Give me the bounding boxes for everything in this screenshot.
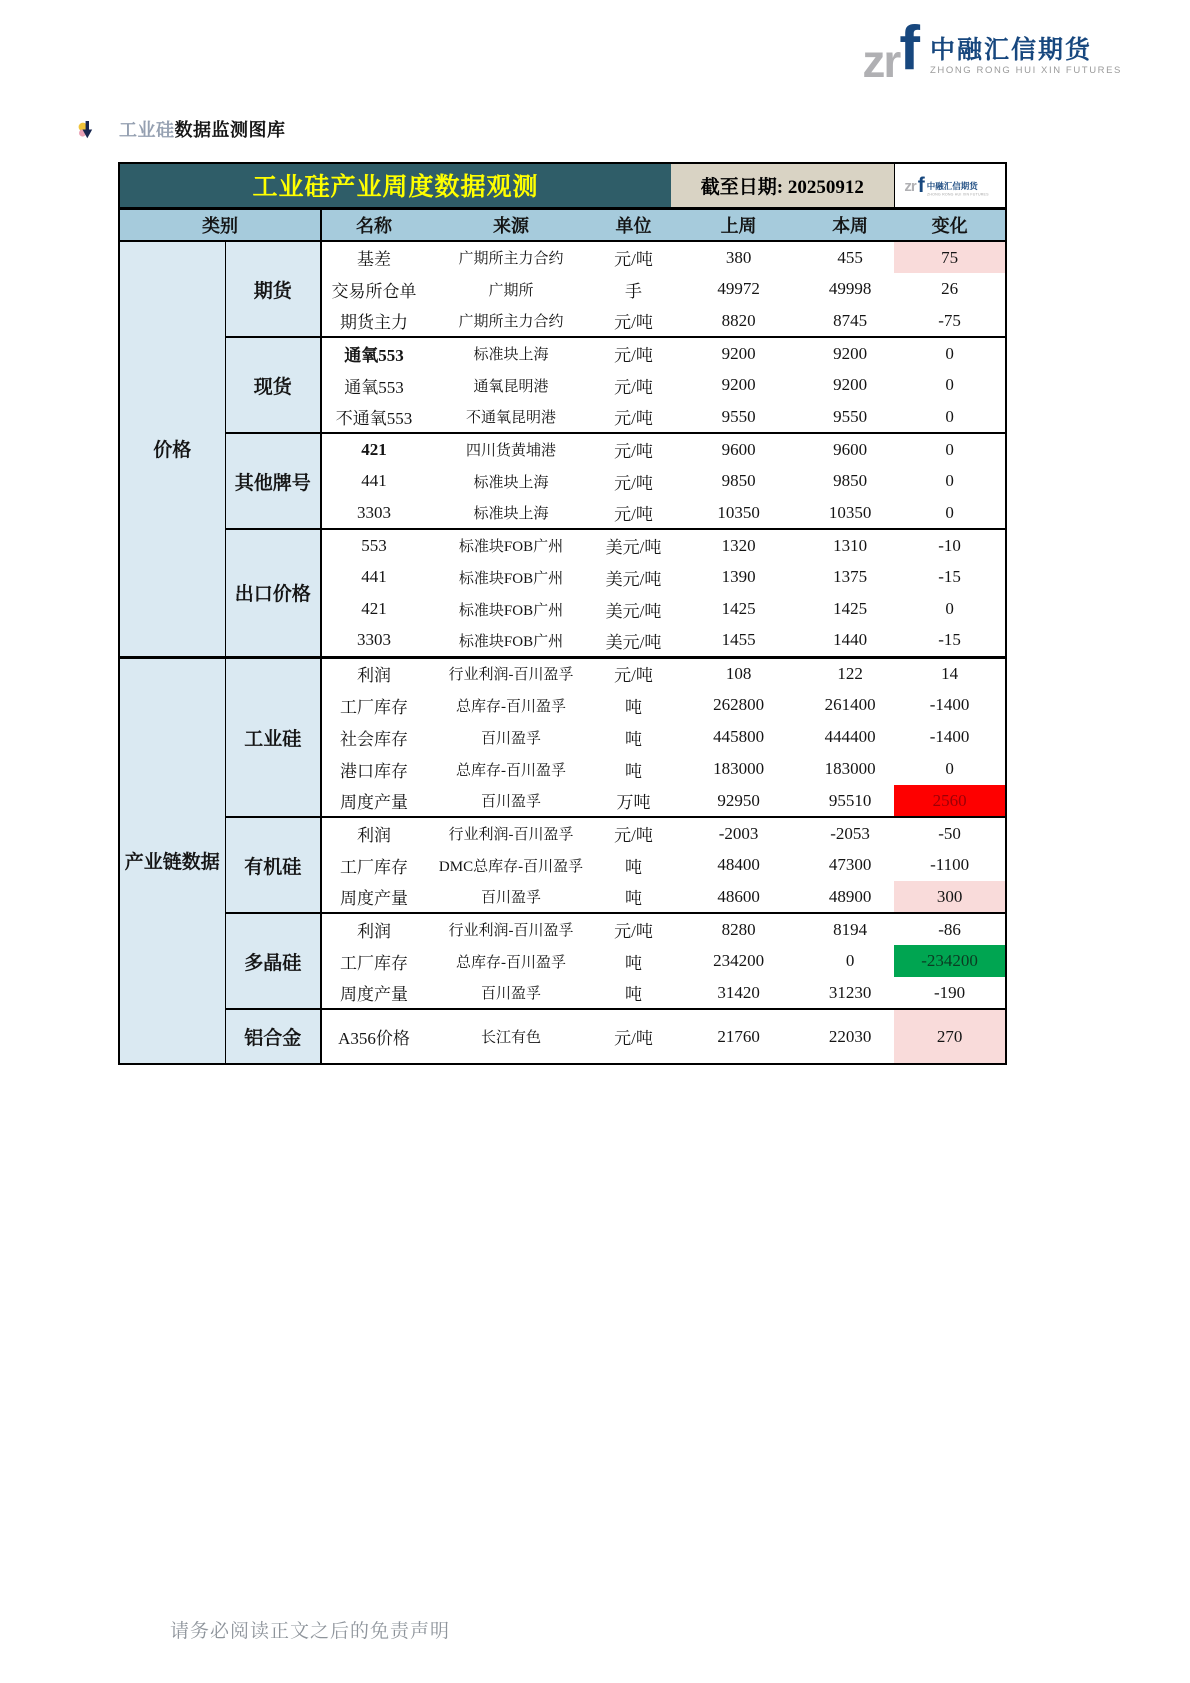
- row-unit-cell: 元/吨: [596, 913, 671, 945]
- category-cell: 价格: [119, 241, 225, 657]
- row-name-cell: A356价格: [321, 1009, 426, 1064]
- row-unit-cell: 吨: [596, 945, 671, 977]
- row-source-cell: 不通氧昆明港: [426, 401, 596, 433]
- row-change-cell: -1100: [894, 849, 1006, 881]
- row-unit-cell: 元/吨: [596, 817, 671, 849]
- row-this-week-cell: 47300: [806, 849, 894, 881]
- row-this-week-cell: 9600: [806, 433, 894, 465]
- row-unit-cell: 吨: [596, 849, 671, 881]
- logo-names: [930, 36, 1122, 76]
- row-name-cell: 421: [321, 433, 426, 465]
- row-unit-cell: 元/吨: [596, 497, 671, 529]
- row-name-cell: 3303: [321, 497, 426, 529]
- row-unit-cell: 美元/吨: [596, 529, 671, 561]
- row-prev-week-cell: 8280: [671, 913, 806, 945]
- row-unit-cell: 元/吨: [596, 369, 671, 401]
- row-this-week-cell: 10350: [806, 497, 894, 529]
- row-name-cell: 工厂库存: [321, 849, 426, 881]
- row-source-cell: 百川盈孚: [426, 721, 596, 753]
- column-header-6: 本周: [806, 208, 894, 241]
- subcategory-cell: 工业硅: [225, 657, 321, 817]
- row-this-week-cell: 48900: [806, 881, 894, 913]
- subcategory-cell: 其他牌号: [225, 433, 321, 529]
- row-source-cell: 通氧昆明港: [426, 369, 596, 401]
- row-change-cell: -1400: [894, 689, 1006, 721]
- row-unit-cell: 元/吨: [596, 337, 671, 369]
- row-this-week-cell: -2053: [806, 817, 894, 849]
- row-prev-week-cell: 31420: [671, 977, 806, 1009]
- row-change-cell: -50: [894, 817, 1006, 849]
- mini-logo-name-en: ZHONG RONG HUI XIN FUTURES: [926, 191, 989, 197]
- table-date: 截至日期: 20250912: [671, 163, 894, 208]
- weekly-data-table-wrap: [118, 162, 1007, 1065]
- row-name-cell: 441: [321, 561, 426, 593]
- subcategory-cell: 有机硅: [225, 817, 321, 913]
- row-prev-week-cell: 48600: [671, 881, 806, 913]
- row-this-week-cell: 95510: [806, 785, 894, 817]
- column-header-7: 变化: [894, 208, 1006, 241]
- row-source-cell: 标准块上海: [426, 497, 596, 529]
- row-this-week-cell: 261400: [806, 689, 894, 721]
- row-prev-week-cell: 8820: [671, 305, 806, 337]
- row-prev-week-cell: 9550: [671, 401, 806, 433]
- row-change-cell: 0: [894, 753, 1006, 785]
- column-header-5: 上周: [671, 208, 806, 241]
- row-source-cell: 行业利润-百川盈孚: [426, 657, 596, 689]
- table-body: [119, 241, 1006, 1064]
- column-header-4: 单位: [596, 208, 671, 241]
- row-name-cell: 周度产量: [321, 977, 426, 1009]
- row-change-cell: 0: [894, 401, 1006, 433]
- mini-logo-name-cn: 中融汇信期货: [926, 180, 978, 191]
- row-change-cell: 270: [894, 1009, 1006, 1064]
- row-change-cell: 14: [894, 657, 1006, 689]
- row-name-cell: 港口库存: [321, 753, 426, 785]
- table-row: [119, 433, 1006, 465]
- table-row: [119, 241, 1006, 273]
- row-source-cell: DMC总库存-百川盈孚: [426, 849, 596, 881]
- row-prev-week-cell: 21760: [671, 1009, 806, 1064]
- subcategory-cell: 出口价格: [225, 529, 321, 657]
- row-source-cell: 行业利润-百川盈孚: [426, 817, 596, 849]
- row-prev-week-cell: 262800: [671, 689, 806, 721]
- row-unit-cell: 美元/吨: [596, 593, 671, 625]
- row-change-cell: 0: [894, 465, 1006, 497]
- row-change-cell: 0: [894, 369, 1006, 401]
- row-prev-week-cell: 9850: [671, 465, 806, 497]
- row-unit-cell: 手: [596, 273, 671, 305]
- row-unit-cell: 吨: [596, 977, 671, 1009]
- row-source-cell: 百川盈孚: [426, 881, 596, 913]
- row-this-week-cell: 9200: [806, 369, 894, 401]
- row-this-week-cell: 9850: [806, 465, 894, 497]
- row-change-cell: -15: [894, 625, 1006, 657]
- row-prev-week-cell: 9200: [671, 337, 806, 369]
- row-name-cell: 工厂库存: [321, 945, 426, 977]
- row-unit-cell: 万吨: [596, 785, 671, 817]
- row-prev-week-cell: 49972: [671, 273, 806, 305]
- row-this-week-cell: 455: [806, 241, 894, 273]
- row-unit-cell: 元/吨: [596, 433, 671, 465]
- row-prev-week-cell: 234200: [671, 945, 806, 977]
- row-name-cell: 基差: [321, 241, 426, 273]
- row-change-cell: -86: [894, 913, 1006, 945]
- row-source-cell: 百川盈孚: [426, 977, 596, 1009]
- category-cell: 产业链数据: [119, 657, 225, 1064]
- row-prev-week-cell: 183000: [671, 753, 806, 785]
- row-change-cell: 0: [894, 433, 1006, 465]
- row-name-cell: 利润: [321, 657, 426, 689]
- table-row: [119, 337, 1006, 369]
- row-this-week-cell: 444400: [806, 721, 894, 753]
- row-prev-week-cell: 1390: [671, 561, 806, 593]
- column-header-2: 名称: [321, 208, 426, 241]
- mini-logo-zr: zr: [904, 177, 916, 195]
- row-prev-week-cell: 1320: [671, 529, 806, 561]
- row-unit-cell: 元/吨: [596, 305, 671, 337]
- row-name-cell: 通氧553: [321, 337, 426, 369]
- table-row: [119, 913, 1006, 945]
- column-header-1: 类别: [119, 208, 321, 241]
- row-this-week-cell: 9550: [806, 401, 894, 433]
- table-header-row: [119, 208, 1006, 241]
- company-logo: [862, 14, 1122, 88]
- row-this-week-cell: 0: [806, 945, 894, 977]
- row-unit-cell: 吨: [596, 881, 671, 913]
- page-title: [119, 116, 286, 142]
- row-change-cell: -234200: [894, 945, 1006, 977]
- row-source-cell: 标准块FOB广州: [426, 529, 596, 561]
- row-unit-cell: 元/吨: [596, 401, 671, 433]
- row-source-cell: 四川货黄埔港: [426, 433, 596, 465]
- row-source-cell: 标准块FOB广州: [426, 561, 596, 593]
- logo-name-cn: 中融汇信期货: [929, 36, 1092, 64]
- row-source-cell: 总库存-百川盈孚: [426, 753, 596, 785]
- subcategory-cell: 期货: [225, 241, 321, 337]
- row-name-cell: 3303: [321, 625, 426, 657]
- row-this-week-cell: 1310: [806, 529, 894, 561]
- logo-zr-letters: zr: [862, 35, 900, 87]
- row-change-cell: -190: [894, 977, 1006, 1009]
- table-title-row: [119, 163, 1006, 208]
- row-source-cell: 行业利润-百川盈孚: [426, 913, 596, 945]
- row-source-cell: 标准块FOB广州: [426, 625, 596, 657]
- row-source-cell: 广期所: [426, 273, 596, 305]
- table-row: [119, 817, 1006, 849]
- row-unit-cell: 吨: [596, 753, 671, 785]
- row-name-cell: 441: [321, 465, 426, 497]
- column-header-3: 来源: [426, 208, 596, 241]
- row-source-cell: 总库存-百川盈孚: [426, 945, 596, 977]
- row-this-week-cell: 8194: [806, 913, 894, 945]
- row-unit-cell: 元/吨: [596, 241, 671, 273]
- zrf-logo-mark: [862, 14, 920, 88]
- row-prev-week-cell: 445800: [671, 721, 806, 753]
- row-change-cell: -15: [894, 561, 1006, 593]
- table-row: [119, 657, 1006, 689]
- row-this-week-cell: 1440: [806, 625, 894, 657]
- page-title-rest: 数据监测图库: [174, 120, 286, 140]
- row-this-week-cell: 31230: [806, 977, 894, 1009]
- row-unit-cell: 吨: [596, 689, 671, 721]
- disclaimer-text: 请务必阅读正文之后的免责声明: [170, 1621, 451, 1642]
- row-change-cell: -1400: [894, 721, 1006, 753]
- row-this-week-cell: 9200: [806, 337, 894, 369]
- row-change-cell: 75: [894, 241, 1006, 273]
- row-name-cell: 421: [321, 593, 426, 625]
- row-this-week-cell: 122: [806, 657, 894, 689]
- row-change-cell: 0: [894, 497, 1006, 529]
- row-prev-week-cell: 1425: [671, 593, 806, 625]
- row-this-week-cell: 183000: [806, 753, 894, 785]
- section-heading: [78, 116, 286, 142]
- row-name-cell: 553: [321, 529, 426, 561]
- row-this-week-cell: 1425: [806, 593, 894, 625]
- row-name-cell: 利润: [321, 817, 426, 849]
- row-unit-cell: 吨: [596, 721, 671, 753]
- logo-name-en: ZHONG RONG HUI XIN FUTURES: [929, 64, 1122, 76]
- row-source-cell: 标准块FOB广州: [426, 593, 596, 625]
- row-change-cell: 300: [894, 881, 1006, 913]
- row-name-cell: 交易所仓单: [321, 273, 426, 305]
- row-change-cell: -75: [894, 305, 1006, 337]
- row-source-cell: 长江有色: [426, 1009, 596, 1064]
- row-unit-cell: 元/吨: [596, 465, 671, 497]
- row-unit-cell: 元/吨: [596, 657, 671, 689]
- row-source-cell: 标准块上海: [426, 337, 596, 369]
- row-change-cell: 26: [894, 273, 1006, 305]
- mini-company-logo: [904, 173, 995, 197]
- row-this-week-cell: 49998: [806, 273, 894, 305]
- subcategory-cell: 现货: [225, 337, 321, 433]
- row-prev-week-cell: 10350: [671, 497, 806, 529]
- row-name-cell: 工厂库存: [321, 689, 426, 721]
- row-name-cell: 通氧553: [321, 369, 426, 401]
- mini-logo-names: [927, 180, 996, 197]
- row-this-week-cell: 1375: [806, 561, 894, 593]
- logo-f-letter: f: [899, 14, 920, 83]
- row-name-cell: 利润: [321, 913, 426, 945]
- subcategory-cell: 多晶硅: [225, 913, 321, 1009]
- row-unit-cell: 美元/吨: [596, 625, 671, 657]
- table-title: 工业硅产业周度数据观测: [119, 163, 671, 208]
- row-name-cell: 周度产量: [321, 881, 426, 913]
- row-name-cell: 周度产量: [321, 785, 426, 817]
- row-prev-week-cell: 92950: [671, 785, 806, 817]
- row-prev-week-cell: 380: [671, 241, 806, 273]
- row-source-cell: 标准块上海: [426, 465, 596, 497]
- row-prev-week-cell: 9200: [671, 369, 806, 401]
- table-row: [119, 529, 1006, 561]
- row-prev-week-cell: 48400: [671, 849, 806, 881]
- row-name-cell: 不通氧553: [321, 401, 426, 433]
- table-row: [119, 1009, 1006, 1064]
- row-source-cell: 百川盈孚: [426, 785, 596, 817]
- row-prev-week-cell: -2003: [671, 817, 806, 849]
- row-name-cell: 期货主力: [321, 305, 426, 337]
- row-prev-week-cell: 9600: [671, 433, 806, 465]
- table-logo-cell: [894, 163, 1006, 208]
- subcategory-cell: 铝合金: [225, 1009, 321, 1064]
- row-change-cell: 0: [894, 337, 1006, 369]
- mini-logo-f: f: [917, 173, 925, 197]
- row-source-cell: 总库存-百川盈孚: [426, 689, 596, 721]
- list-bullet-icon: [78, 120, 95, 139]
- weekly-data-table: [118, 162, 1007, 1065]
- row-name-cell: 社会库存: [321, 721, 426, 753]
- row-unit-cell: 元/吨: [596, 1009, 671, 1064]
- row-prev-week-cell: 108: [671, 657, 806, 689]
- row-prev-week-cell: 1455: [671, 625, 806, 657]
- page-title-prefix: 工业硅: [119, 120, 175, 140]
- row-unit-cell: 美元/吨: [596, 561, 671, 593]
- row-source-cell: 广期所主力合约: [426, 305, 596, 337]
- row-this-week-cell: 22030: [806, 1009, 894, 1064]
- row-source-cell: 广期所主力合约: [426, 241, 596, 273]
- row-change-cell: 2560: [894, 785, 1006, 817]
- row-this-week-cell: 8745: [806, 305, 894, 337]
- row-change-cell: -10: [894, 529, 1006, 561]
- row-change-cell: 0: [894, 593, 1006, 625]
